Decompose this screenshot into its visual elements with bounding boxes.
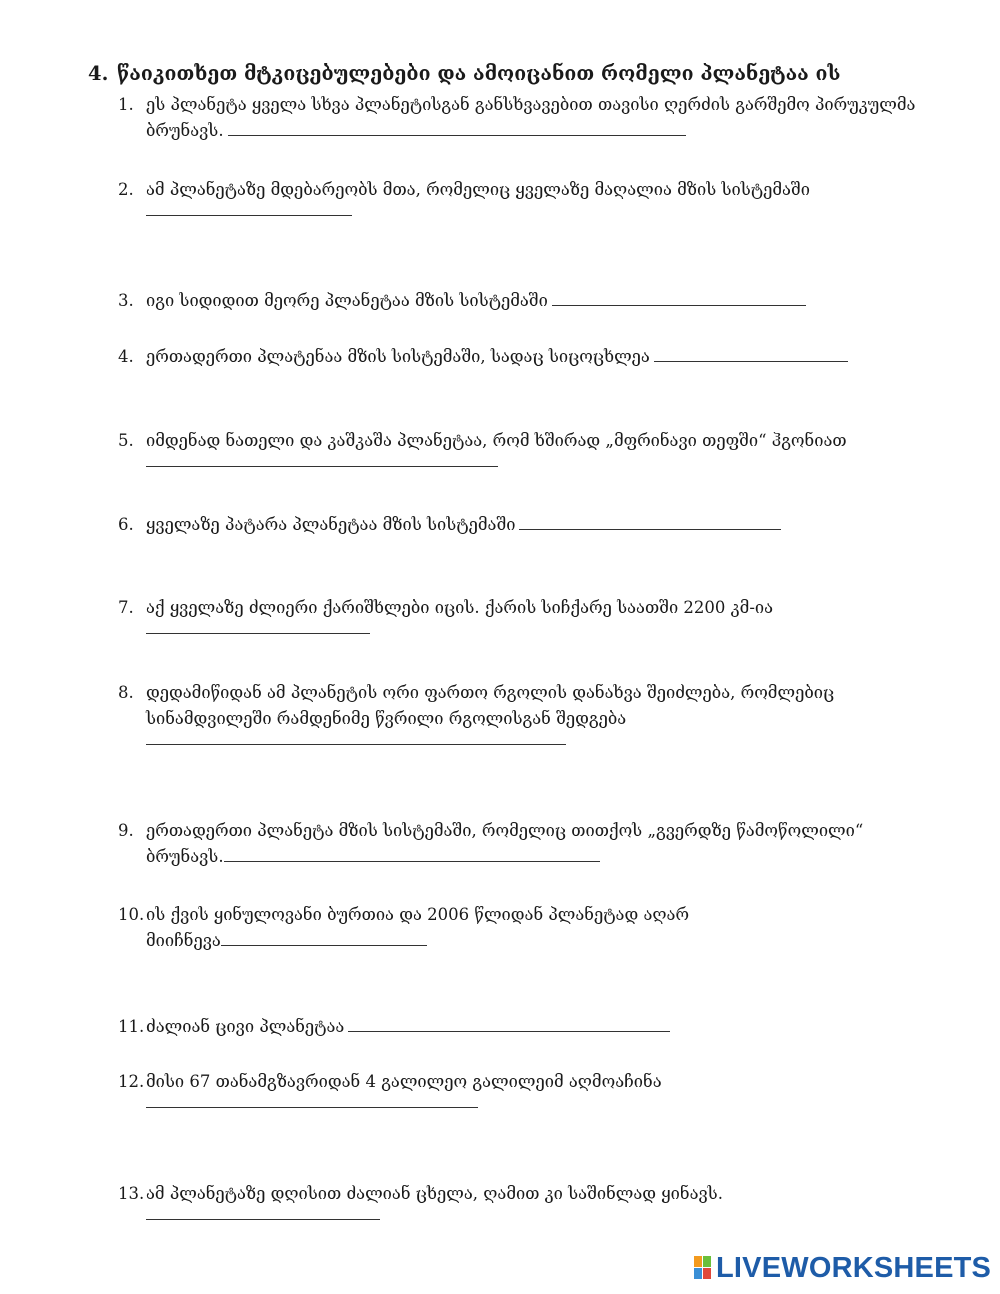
question-4: [118, 344, 848, 370]
question-text: ყველაზე პატარა პლანეტაა მზის სისტემაში: [146, 515, 516, 534]
question-text: ერთადერთი პლანეტა მზის სისტემაში, რომელიც თითქოს „გვერდზე წამოწოლილი“: [146, 821, 864, 840]
question-text-cont: სინამდვილეში რამდენიმე წვრილი რგოლისგან შედგება: [146, 709, 627, 728]
question-number: 10.: [118, 905, 145, 924]
question-6: [118, 512, 781, 538]
question-10: [118, 902, 689, 954]
question-number: 13.: [118, 1184, 145, 1203]
question-7: [118, 595, 773, 634]
logo-text: LIVEWORKSHEETS: [716, 1251, 992, 1284]
section-title: წაიკითხეთ მტკიცებულებები და ამოიცანით რომელი პლანეტაა ის: [117, 62, 841, 85]
question-text-cont: მიიჩნევა: [146, 931, 221, 950]
question-number: 3.: [118, 291, 134, 310]
question-text: ეს პლანეტა ყველა სხვა პლანეტისგან განსხვავებით თავისი ღერძის გარშემო პირუკულმა: [146, 95, 916, 114]
answer-blank[interactable]: [221, 928, 427, 946]
liveworksheets-logo: [694, 1251, 992, 1284]
answer-blank[interactable]: [146, 454, 498, 467]
answer-blank[interactable]: [654, 344, 848, 362]
question-5: [118, 428, 847, 467]
question-12: [118, 1069, 662, 1108]
answer-blank[interactable]: [146, 732, 566, 745]
question-number: 7.: [118, 598, 134, 617]
question-text-cont: ბრუნავს.: [146, 847, 224, 866]
question-number: 8.: [118, 683, 134, 702]
question-number: 12.: [118, 1072, 145, 1091]
question-text: აქ ყველაზე ძლიერი ქარიშხლები იცის. ქარის სიჩქარე საათში 2200 კმ-ია: [146, 598, 774, 617]
question-number: 5.: [118, 431, 134, 450]
question-text: ამ პლანეტაზე მდებარეობს მთა, რომელიც ყველაზე მაღალია მზის სისტემაში: [146, 180, 810, 199]
question-number: 1.: [118, 95, 134, 114]
answer-blank[interactable]: [552, 288, 806, 306]
question-8: [118, 680, 834, 745]
answer-blank[interactable]: [146, 1095, 478, 1108]
question-text: იგი სიდიდით მეორე პლანეტაა მზის სისტემაში: [146, 291, 548, 310]
answer-blank[interactable]: [146, 203, 352, 216]
question-text: მისი 67 თანამგზავრიდან 4 გალილეო გალილეიმ აღმოაჩინა: [146, 1072, 662, 1091]
answer-blank[interactable]: [228, 118, 686, 136]
question-text: ძალიან ცივი პლანეტაა: [146, 1017, 345, 1036]
question-text: ის ქვის ყინულოვანი ბურთია და 2006 წლიდან პლანეტად აღარ: [146, 905, 690, 924]
question-number: 4.: [118, 347, 134, 366]
liveworksheets-logo-icon: [694, 1256, 712, 1280]
question-number: 9.: [118, 821, 134, 840]
question-number: 6.: [118, 515, 134, 534]
answer-blank[interactable]: [348, 1014, 670, 1032]
answer-blank[interactable]: [519, 512, 781, 530]
question-3: [118, 288, 806, 314]
question-text-cont: ბრუნავს.: [146, 121, 224, 140]
section-heading: [88, 62, 840, 85]
question-number: 11.: [118, 1017, 145, 1036]
question-2: [118, 177, 810, 216]
question-11: [118, 1014, 670, 1040]
answer-blank[interactable]: [146, 621, 370, 634]
section-number: 4.: [88, 62, 109, 85]
answer-blank[interactable]: [224, 844, 600, 862]
question-13: [118, 1181, 723, 1220]
question-1: [118, 92, 915, 144]
question-9: [118, 818, 863, 870]
question-text: დედამიწიდან ამ პლანეტის ორი ფართო რგოლის დანახვა შეიძლება, რომლებიც: [146, 683, 835, 702]
question-text: იმდენად ნათელი და კაშკაშა პლანეტაა, რომ ხშირად „მფრინავი თეფში“ ჰგონიათ: [146, 431, 847, 450]
question-number: 2.: [118, 180, 134, 199]
question-text: ამ პლანეტაზე დღისით ძალიან ცხელა, ღამით კი საშინლად ყინავს.: [146, 1184, 723, 1203]
answer-blank[interactable]: [146, 1207, 380, 1220]
question-text: ერთადერთი პლატენაა მზის სისტემაში, სადაც სიცოცხლეა: [146, 347, 650, 366]
